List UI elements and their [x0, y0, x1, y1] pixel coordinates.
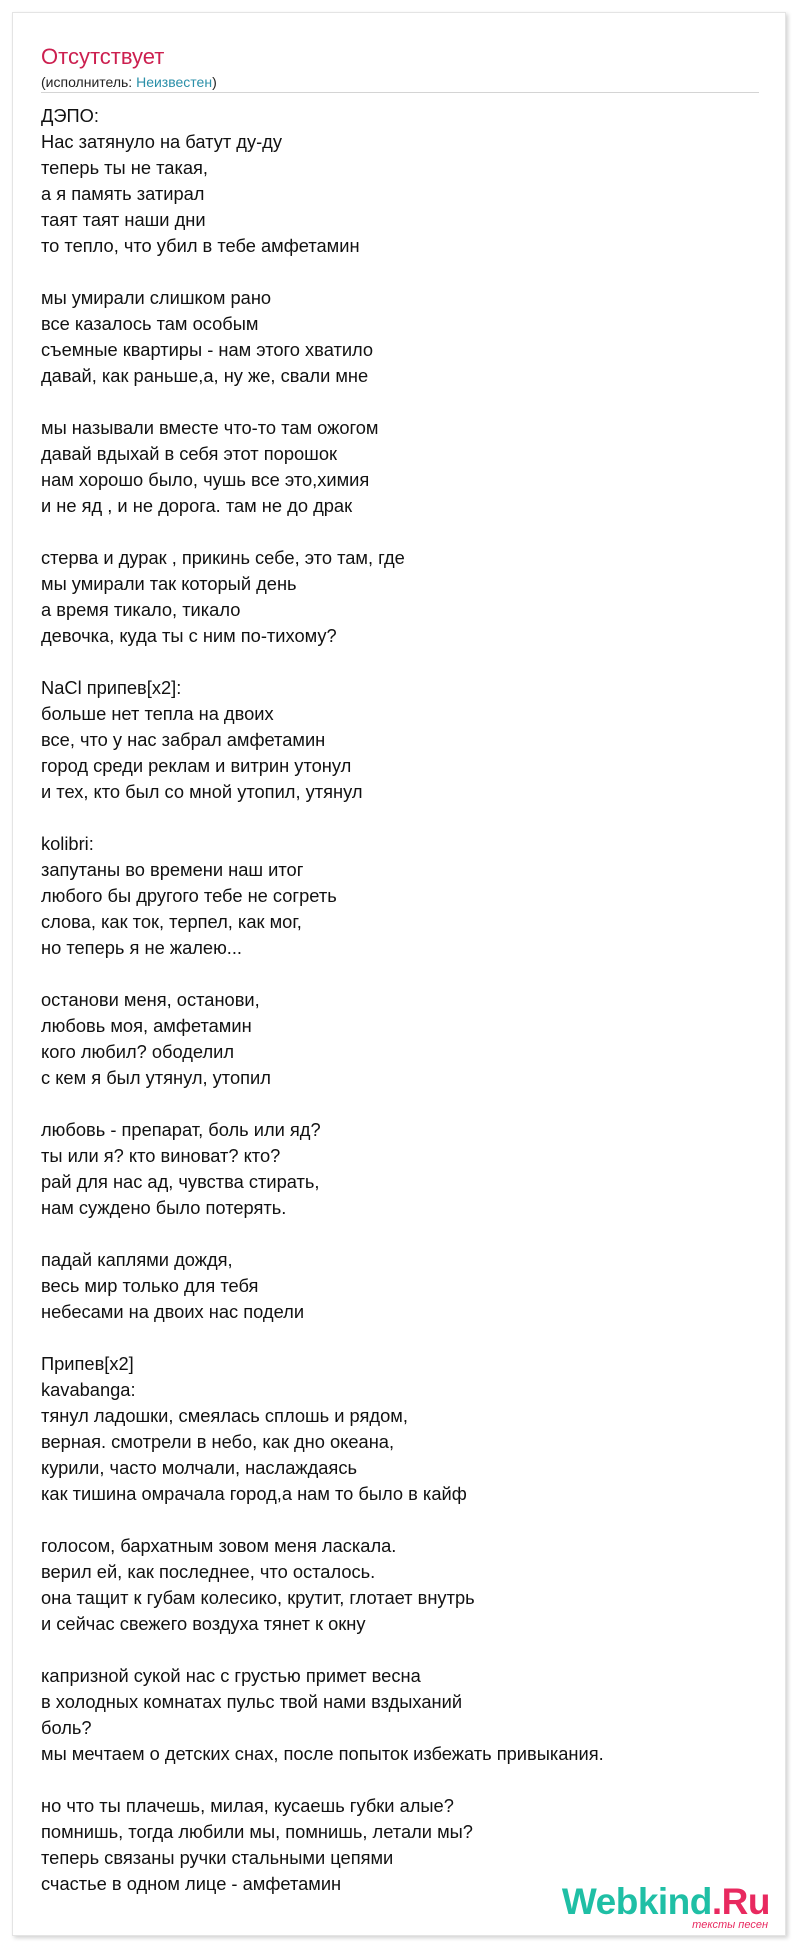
- lyric-line: тянул ладошки, смеялась сплошь и рядом,: [41, 1405, 408, 1426]
- lyric-line: рай для нас ад, чувства стирать,: [41, 1171, 320, 1192]
- lyric-line: небесами на двоих нас подели: [41, 1301, 305, 1322]
- lyric-line: помнишь, тогда любили мы, помнишь, летали мы?: [41, 1821, 473, 1842]
- lyric-line: город среди реклам и витрин утонул: [41, 755, 352, 776]
- lyric-blank-line: [41, 1325, 761, 1351]
- lyric-blank-line: [41, 389, 761, 415]
- lyric-line: ДЭПО:: [41, 105, 99, 126]
- lyric-line: теперь ты не такая,: [41, 157, 208, 178]
- lyric-line: нам суждено было потерять.: [41, 1197, 287, 1218]
- lyrics-body: [41, 103, 761, 1897]
- lyric-line: kolibri:: [41, 833, 94, 854]
- lyric-line: верная. смотрели в небо, как дно океана,: [41, 1431, 395, 1452]
- lyric-line: весь мир только для тебя: [41, 1275, 259, 1296]
- lyric-line: останови меня, останови,: [41, 989, 260, 1010]
- lyric-line: падай каплями дождя,: [41, 1249, 233, 1270]
- song-title: Отсутствует: [41, 44, 165, 69]
- logo-tagline: тексты песен: [692, 1919, 768, 1931]
- lyric-line: любовь - препарат, боль или яд?: [41, 1119, 321, 1140]
- lyric-line: NaCl припев[x2]:: [41, 677, 182, 698]
- lyric-line: теперь связаны ручки стальными цепями: [41, 1847, 394, 1868]
- lyric-line: кого любил? ободелил: [41, 1041, 235, 1062]
- logo-tld: .Ru: [711, 1881, 770, 1922]
- lyric-blank-line: [41, 649, 761, 675]
- lyric-line: kavabanga:: [41, 1379, 136, 1400]
- lyric-line: но теперь я не жалею...: [41, 937, 243, 958]
- lyric-blank-line: [41, 1221, 761, 1247]
- lyric-line: любого бы другого тебе не согреть: [41, 885, 337, 906]
- lyric-line: боль?: [41, 1717, 92, 1738]
- logo-wordmark: [562, 1880, 770, 1924]
- lyric-line: таят таят наши дни: [41, 209, 206, 230]
- lyric-blank-line: [41, 259, 761, 285]
- lyric-line: голосом, бархатным зовом меня ласкала.: [41, 1535, 397, 1556]
- lyric-blank-line: [41, 1091, 761, 1117]
- artist-prefix: (исполнитель:: [41, 74, 137, 90]
- lyric-line: девочка, куда ты с ним по-тихому?: [41, 625, 337, 646]
- logo-word: Webkind: [561, 1881, 712, 1922]
- lyric-line: съемные квартиры - нам этого хватило: [41, 339, 374, 360]
- lyric-line: капризной сукой нас с грустью примет весна: [41, 1665, 421, 1686]
- lyric-line: и не яд , и не дорога. там не до драк: [41, 495, 353, 516]
- lyric-line: больше нет тепла на двоих: [41, 703, 274, 724]
- lyric-line: запутаны во времени наш итог: [41, 859, 304, 880]
- lyric-line: Нас затянуло на батут ду-ду: [41, 131, 282, 152]
- lyric-line: а время тикало, тикало: [41, 599, 241, 620]
- lyric-line: любовь моя, амфетамин: [41, 1015, 252, 1036]
- lyric-line: в холодных комнатах пульс твой нами вздыханий: [41, 1691, 463, 1712]
- lyric-line: с кем я был утянул, утопил: [41, 1067, 271, 1088]
- lyric-blank-line: [41, 805, 761, 831]
- lyric-line: Припев[x2]: [41, 1353, 134, 1374]
- artist-link[interactable]: Неизвестен: [136, 74, 213, 90]
- lyric-line: слова, как ток, терпел, как мог,: [41, 911, 302, 932]
- lyric-line: и сейчас свежего воздуха тянет к окну: [41, 1613, 366, 1634]
- lyric-line: то тепло, что убил в тебе амфетамин: [41, 235, 360, 256]
- header-divider: [41, 92, 759, 93]
- webkind-logo[interactable]: [561, 1880, 778, 1932]
- lyric-line: а я память затирал: [41, 183, 205, 204]
- lyric-line: счастье в одном лице - амфетамин: [41, 1873, 342, 1894]
- lyric-line: ты или я? кто виноват? кто?: [41, 1145, 281, 1166]
- lyric-line: верил ей, как последнее, что осталось.: [41, 1561, 376, 1582]
- lyric-blank-line: [41, 1507, 761, 1533]
- lyric-blank-line: [41, 1767, 761, 1793]
- lyric-line: все казалось там особым: [41, 313, 259, 334]
- lyric-line: нам хорошо было, чушь все это,химия: [41, 469, 370, 490]
- lyric-line: все, что у нас забрал амфетамин: [41, 729, 326, 750]
- lyric-line: курили, часто молчали, наслаждаясь: [41, 1457, 357, 1478]
- lyric-line: мы умирали так который день: [41, 573, 297, 594]
- lyric-line: мы называли вместе что-то там ожогом: [41, 417, 379, 438]
- lyric-line: и тех, кто был со мной утопил, утянул: [41, 781, 363, 802]
- lyric-blank-line: [41, 519, 761, 545]
- artist-line: [41, 73, 217, 91]
- lyric-line: как тишина омрачала город,а нам то было в кайф: [41, 1483, 467, 1504]
- artist-suffix: ): [212, 74, 217, 90]
- lyric-line: давай вдыхай в себя этот порошок: [41, 443, 337, 464]
- lyric-line: но что ты плачешь, милая, кусаешь губки алые?: [41, 1795, 454, 1816]
- lyric-line: она тащит к губам колесико, крутит, глотает внутрь: [41, 1587, 475, 1608]
- lyric-blank-line: [41, 1637, 761, 1663]
- lyric-blank-line: [41, 961, 761, 987]
- lyric-line: мы умирали слишком рано: [41, 287, 272, 308]
- lyric-line: мы мечтаем о детских снах, после попыток избежать привыкания.: [41, 1743, 604, 1764]
- lyric-line: стерва и дурак , прикинь себе, это там, где: [41, 547, 405, 568]
- lyric-line: давай, как раньше,а, ну же, свали мне: [41, 365, 369, 386]
